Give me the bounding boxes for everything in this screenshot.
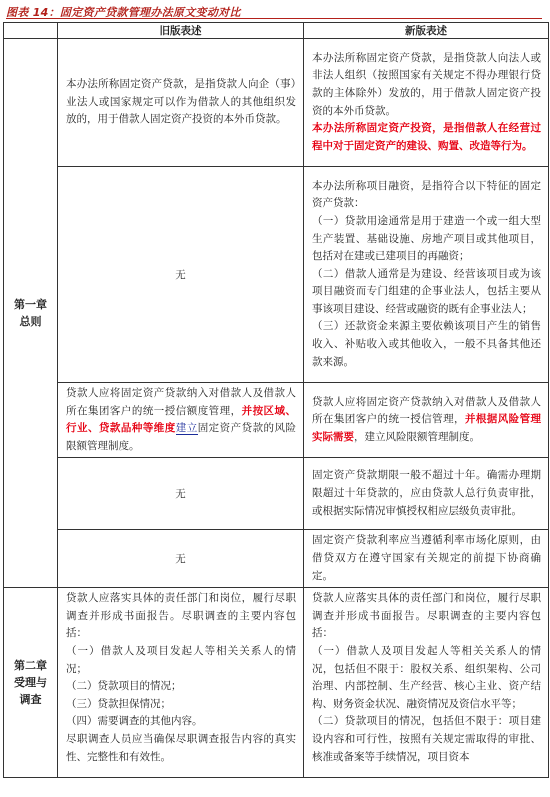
table-row xyxy=(4,588,549,778)
new-cell xyxy=(304,458,549,530)
chapter-2-cell xyxy=(4,588,58,778)
new-paragraph: （三）还款资金来源主要依赖该项目产生的销售收入、补贴收入或其他收入，一般不具备其他还款来源。 xyxy=(312,320,541,368)
table-header-row xyxy=(4,23,549,39)
new-paragraph: 贷款人应落实具体的责任部门和岗位，履行尽职调查并形成书面报告。尽职调查的主要内容包括： xyxy=(312,592,541,640)
table-row xyxy=(4,39,549,167)
old-text xyxy=(66,385,296,455)
chapter-2-number: 第二章 xyxy=(14,659,47,673)
old-text-part: 固定资产贷款的风险限额管理制度。 xyxy=(66,422,297,452)
old-paragraph: （四）需要调查的其他内容。 xyxy=(66,715,203,728)
new-paragraph: （二）借款人通常是为建设、经营该项目或为该项目融资而专门组建的企事业法人，包括主要从事该项目建设、经营或融资的既有企事业法人； xyxy=(312,267,541,315)
new-text-part: ，建立风险限额管理制度。 xyxy=(354,430,480,443)
new-text xyxy=(312,394,541,447)
chapter-2-title: 调查 xyxy=(19,693,42,707)
new-cell xyxy=(304,383,549,458)
old-paragraph: 贷款人应落实具体的责任部门和岗位，履行尽职调查并形成书面报告。尽职调查的主要内容包括： xyxy=(66,592,296,640)
old-cell-none: 无 xyxy=(58,530,304,588)
new-text: 本办法所称固定资产贷款，是指贷款人向法人或非法人组织（按照国家有关规定不得办理银行贷款的主体除外）发放的，用于借款人固定资产投资的本外币贷款。 xyxy=(312,51,541,117)
chapter-1-title: 总则 xyxy=(19,315,42,329)
comparison-table xyxy=(3,22,549,778)
new-paragraph: 本办法所称项目融资，是指符合以下特征的固定资产贷款： xyxy=(312,179,541,210)
chapter-1-number: 第一章 xyxy=(14,298,47,312)
new-paragraph: （一）贷款用途通常是用于建造一个或一组大型生产装置、基础设施、房地产项目或其他项目，包括对在建或已建项目的再融资； xyxy=(312,214,541,263)
chapter-2-title: 受理与 xyxy=(14,676,47,690)
old-cell-none: 无 xyxy=(58,167,304,383)
header-blank xyxy=(4,23,58,39)
table-row xyxy=(4,530,549,588)
new-text: 固定资产贷款利率应当遵循利率市场化原则，由借贷双方在遵守国家有关规定的前提下协商确定。 xyxy=(312,534,541,582)
old-paragraph: 尽职调查人员应当确保尽职调查报告内容的真实性、完整性和有效性。 xyxy=(66,732,296,763)
new-cell xyxy=(304,39,549,167)
new-cell xyxy=(304,167,549,383)
new-text: 固定资产贷款期限一般不超过十年。确需办理期限超过十年贷款的，应由贷款人总行负责审批，或根据实际情况审慎授权相应层级负责审批。 xyxy=(312,469,541,517)
table-row xyxy=(4,167,549,383)
old-text-part: 贷款人应将固定资产贷款纳入对借款人及借款人所在集团客户的统一授信额度管理， xyxy=(66,387,296,417)
table-row xyxy=(4,458,549,530)
table-row xyxy=(4,383,549,458)
chapter-1-cell xyxy=(4,39,58,588)
figure-title: 图表 14：固定资产贷款管理办法原文变动对比 xyxy=(6,4,542,19)
new-text-highlight: 本办法所称固定资产投资，是指借款人在经营过程中对于固定资产的建设、购置、改造等行为。 xyxy=(312,122,541,152)
old-text-highlight: 并按区域、行业、贷款品种等维度 xyxy=(66,404,297,435)
old-cell xyxy=(58,39,304,167)
new-paragraph: （二）贷款项目的情况，包括但不限于：项目建设内容和可行性，按照有关规定需取得的审批、核准或备案等手续情况，项目资本 xyxy=(312,715,541,763)
old-paragraph: （一）借款人及项目发起人等相关关系人的情况； xyxy=(66,644,296,675)
old-paragraph: （二）贷款项目的情况； xyxy=(66,680,182,693)
new-paragraph: （一）借款人及项目发起人等相关关系人的情况，包括但不限于：股权关系、组织架构、公司治理、内部控制、生产经营、核心主业、资产结构、财务资金状况、融资情况及资信水平等； xyxy=(312,644,541,710)
header-new: 新版表述 xyxy=(304,23,549,39)
header-old: 旧版表述 xyxy=(58,23,304,39)
new-text-part: 贷款人应将固定资产贷款纳入对借款人及借款人所在集团客户的统一授信管理， xyxy=(312,395,541,426)
old-cell xyxy=(58,588,304,778)
old-cell-none: 无 xyxy=(58,458,304,530)
old-text: 本办法所称固定资产贷款，是指贷款人向企（事）业法人或国家规定可以作为借款人的其他组织发放的，用于借款人固定资产投资的本外币贷款。 xyxy=(66,78,296,126)
old-text-underlined: 建立 xyxy=(175,422,198,435)
new-text-highlight: 并根据风险管理实际需要 xyxy=(312,413,542,443)
old-cell xyxy=(58,383,304,458)
new-cell xyxy=(304,530,549,588)
new-cell xyxy=(304,588,549,778)
old-paragraph: （三）贷款担保情况； xyxy=(66,697,171,710)
